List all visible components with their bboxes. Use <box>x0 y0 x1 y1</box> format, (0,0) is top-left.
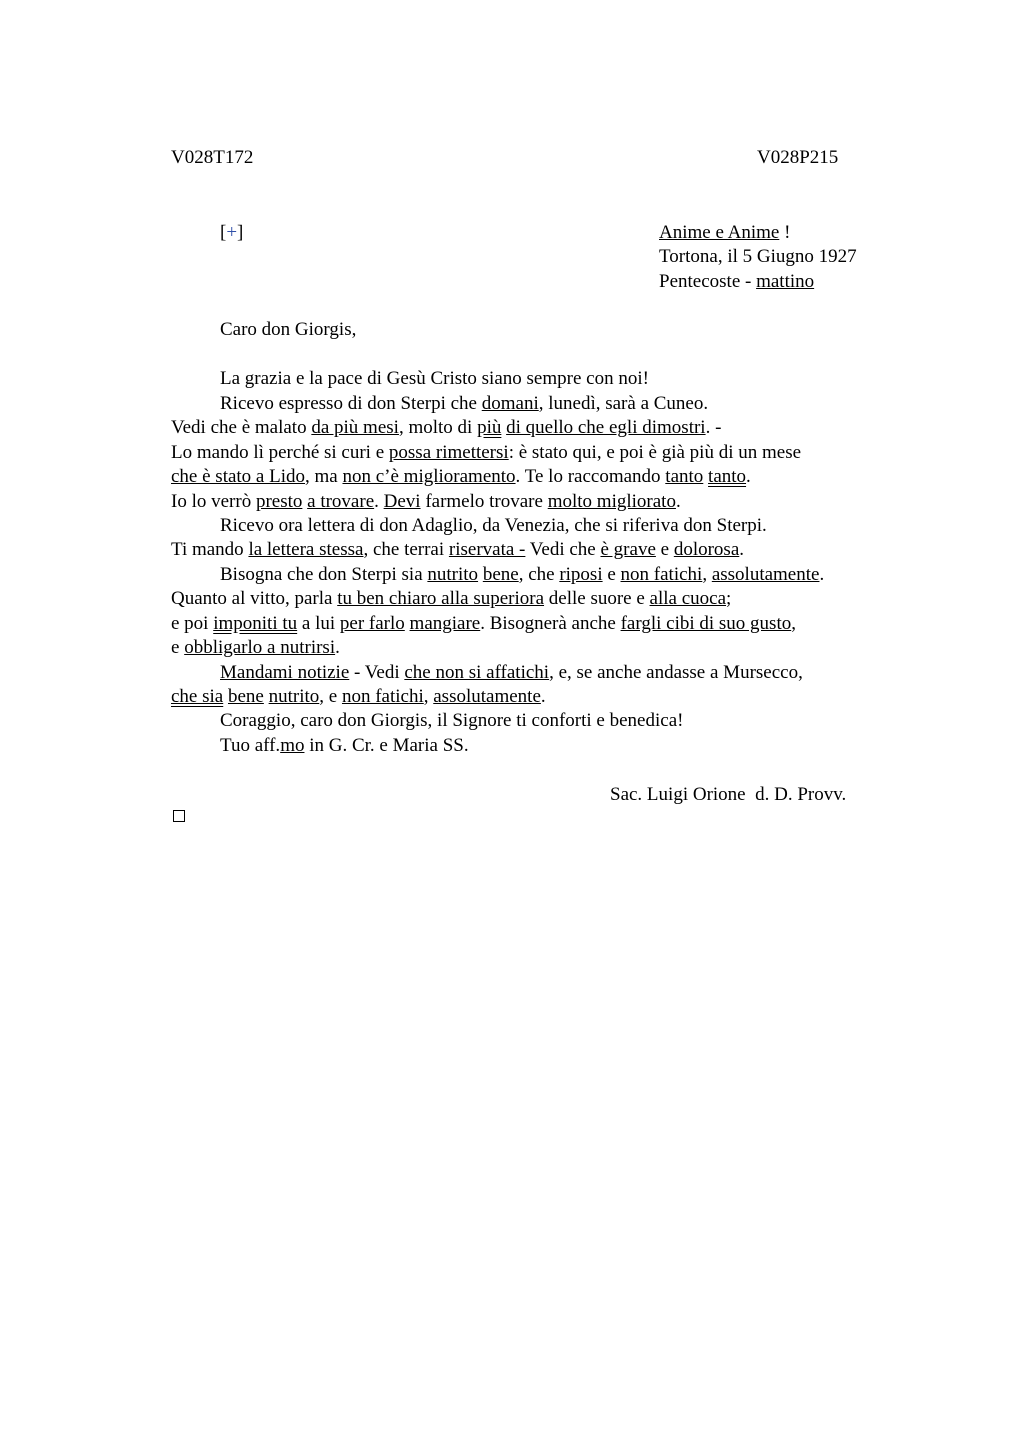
body-line-10 <box>171 587 731 611</box>
underlined-text: fargli cibi di suo gusto <box>620 613 792 634</box>
text-run: farmelo trovare <box>420 491 548 512</box>
text-run: Io lo verrò <box>171 491 256 512</box>
underlined-text: che è stato a Lido <box>171 466 306 487</box>
double-underlined-text: più <box>477 417 502 438</box>
underlined-text: la lettera stessa <box>248 539 364 560</box>
underlined-text: Devi <box>383 491 421 512</box>
marker-close-bracket: ] <box>237 222 244 243</box>
underlined-text: non fatichi <box>620 564 703 585</box>
text-run: Quanto al vitto, parla <box>171 588 338 609</box>
text-run: e <box>171 637 185 658</box>
text-run: Lo mando lì perché si curi e <box>171 442 389 463</box>
underlined-text: presto <box>255 491 303 512</box>
underlined-text: riposi <box>559 564 603 585</box>
day-time: mattino <box>756 271 815 292</box>
body-line-4 <box>171 441 801 465</box>
underlined-text: nutrito <box>268 686 320 707</box>
text-run: , molto di <box>398 417 478 438</box>
double-underlined-text: imponiti tu <box>213 613 298 634</box>
underlined-text: tu ben chiaro alla superiora <box>337 588 545 609</box>
text-run: , lunedì, sarà a Cuneo. <box>538 393 709 414</box>
text-run: Tuo aff. <box>220 735 281 756</box>
text-run: delle suore e <box>544 588 650 609</box>
underlined-text: non c’è miglioramento <box>342 466 516 487</box>
text-run: , che terrai <box>363 539 449 560</box>
underlined-text: a trovare <box>307 491 375 512</box>
underlined-text: da più mesi <box>311 417 399 438</box>
underlined-text: possa rimettersi <box>388 442 509 463</box>
text-run: - Vedi <box>349 662 405 683</box>
underlined-text: alla cuoca <box>649 588 727 609</box>
document-code-right: V028P215 <box>757 147 839 168</box>
text-run: . Te lo raccomando <box>515 466 666 487</box>
underlined-text: per farlo <box>339 613 405 634</box>
underlined-text: molto migliorato <box>547 491 676 512</box>
body-line-12 <box>171 636 340 660</box>
underlined-text: bene <box>227 686 264 707</box>
underlined-text: tanto <box>665 466 704 487</box>
motto-line <box>659 221 790 245</box>
body-line-11 <box>171 612 796 636</box>
text-run: : è stato qui, e poi è già più di un mese <box>508 442 802 463</box>
underlined-text: bene <box>482 564 519 585</box>
underlined-text: mo <box>280 735 305 756</box>
body-line-9 <box>220 563 824 587</box>
text-run: , <box>423 686 434 707</box>
text-run: . <box>819 564 825 585</box>
underlined-text: è grave <box>600 539 656 560</box>
text-run: . Bisognerà anche <box>480 613 621 634</box>
editorial-marker <box>220 222 243 244</box>
body-line-3 <box>171 416 721 440</box>
text-run: . <box>540 686 546 707</box>
text-run: Ricevo espresso di don Sterpi che <box>220 393 482 414</box>
text-run: , <box>702 564 712 585</box>
text-run: Vedi che è malato <box>171 417 312 438</box>
body-line-6 <box>171 490 681 514</box>
body-line-8 <box>171 538 744 562</box>
body-line-7: Ricevo ora lettera di don Adaglio, da Venezia, che si riferiva don Sterpi. <box>220 515 767 536</box>
text-run: . <box>746 466 751 487</box>
body-line-15: Coraggio, caro don Giorgis, il Signore ti conforti e benedica! <box>220 710 684 731</box>
body-line-5 <box>171 465 751 489</box>
document-code-left: V028T172 <box>171 147 254 168</box>
underlined-text: assolutamente <box>711 564 820 585</box>
underlined-text: non fatichi <box>341 686 424 707</box>
place-date: Tortona, il 5 Giugno 1927 <box>659 246 857 267</box>
text-run: ; <box>726 588 732 609</box>
text-run: , e <box>319 686 342 707</box>
text-run: Ti mando <box>171 539 249 560</box>
day-line <box>659 270 814 294</box>
text-run: e <box>602 564 621 585</box>
body-line-1: La grazia e la pace di Gesù Cristo siano sempre con noi! <box>220 368 649 389</box>
underlined-text: nutrito <box>427 564 479 585</box>
underlined-text: obbligarlo a nutrirsi <box>184 637 336 658</box>
double-underlined-text: che sia <box>171 686 224 707</box>
day-prefix: Pentecoste - <box>659 271 757 292</box>
underlined-text: che non si affatichi <box>404 662 550 683</box>
text-run: , e, se anche andasse a Mursecco, <box>549 662 803 683</box>
text-run: Bisogna che don Sterpi sia <box>220 564 428 585</box>
underlined-text: Mandami notizie <box>220 662 350 683</box>
text-run: a lui <box>297 613 340 634</box>
end-box-icon <box>173 810 185 822</box>
underlined-text: mangiare <box>409 613 481 634</box>
text-run: e <box>655 539 674 560</box>
text-run: . <box>675 491 681 512</box>
text-run: e poi <box>171 613 214 634</box>
motto: Anime e Anime <box>659 222 780 243</box>
underlined-text: domani <box>481 393 539 414</box>
text-run: . <box>739 539 745 560</box>
body-line-14 <box>171 685 546 709</box>
text-run: . <box>335 637 340 658</box>
text-run: . <box>374 491 384 512</box>
body-line-2 <box>220 392 708 416</box>
closing-line <box>220 734 469 758</box>
text-run: , ma <box>305 466 343 487</box>
underlined-text: riservata - <box>448 539 526 560</box>
signature: Sac. Luigi Orione d. D. Provv. <box>610 784 847 805</box>
underlined-text: assolutamente <box>433 686 541 707</box>
text-run: in G. Cr. e Maria SS. <box>304 735 469 756</box>
text-run: . - <box>705 417 722 438</box>
text-run: , <box>791 613 796 634</box>
motto-suffix: ! <box>779 222 791 243</box>
underlined-text: dolorosa <box>673 539 740 560</box>
marker-open-bracket: [ <box>220 222 227 243</box>
text-run: Vedi che <box>525 539 601 560</box>
salutation: Caro don Giorgis, <box>220 319 357 340</box>
body-line-13 <box>220 661 803 685</box>
plus-marker: + <box>226 222 238 243</box>
underlined-text: di quello che egli dimostri <box>506 417 706 438</box>
text-run: , che <box>518 564 560 585</box>
double-underlined-text: tanto <box>708 466 747 487</box>
